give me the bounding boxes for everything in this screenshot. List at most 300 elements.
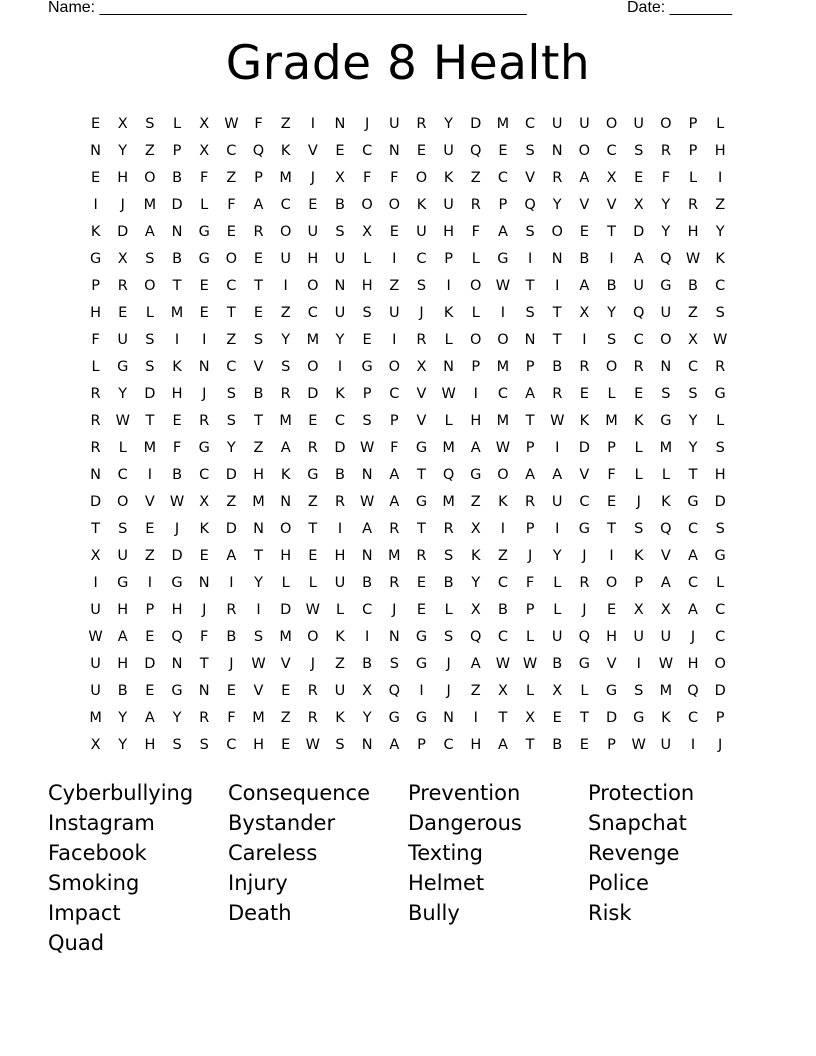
grid-letter: B [443, 574, 454, 591]
grid-letter: Q [524, 196, 536, 213]
grid-letter: U [334, 574, 346, 591]
grid-letter: F [390, 169, 399, 186]
grid-letter: M [143, 439, 157, 456]
grid-letter: Z [226, 493, 237, 510]
grid-letter: O [361, 196, 373, 213]
grid-letter: S [281, 358, 291, 375]
grid-letter: P [688, 115, 698, 132]
grid-letter: D [89, 493, 102, 510]
grid-row [82, 110, 734, 137]
word-list-item: Careless [228, 841, 318, 865]
grid-letter: U [551, 628, 563, 645]
grid-letter: R [552, 385, 563, 402]
grid-letter: L [661, 466, 670, 483]
grid-letter: H [687, 223, 699, 240]
grid-letter: C [633, 331, 644, 348]
grid-letter: O [279, 223, 292, 240]
grid-letter: E [416, 574, 427, 591]
grid-letter: E [579, 385, 589, 402]
grid-letter: R [579, 574, 590, 591]
grid-row [82, 380, 734, 407]
grid-letter: U [90, 601, 101, 618]
grid-letter: E [308, 412, 318, 429]
grid-letter: O [660, 115, 672, 132]
grid-letter: A [280, 439, 291, 456]
grid-letter: G [415, 439, 428, 456]
grid-letter: N [551, 250, 563, 267]
grid-letter: I [93, 196, 98, 213]
grid-letter: K [335, 709, 345, 726]
grid-letter: A [226, 547, 237, 564]
grid-letter: M [279, 169, 292, 186]
grid-letter: G [687, 493, 699, 510]
grid-letter: G [198, 223, 210, 240]
grid-letter: R [199, 709, 210, 726]
grid-letter: W [169, 493, 185, 510]
grid-letter: O [307, 277, 319, 294]
grid-letter: N [253, 520, 264, 537]
grid-letter: S [389, 655, 399, 672]
grid-letter: R [117, 277, 128, 294]
grid-letter: Q [171, 628, 183, 645]
grid-letter: B [226, 628, 237, 645]
grid-letter: W [88, 628, 103, 645]
grid-letter: Z [470, 682, 481, 699]
grid-letter: N [334, 277, 346, 294]
grid-letter: C [715, 601, 726, 618]
grid-letter: W [251, 655, 266, 672]
grid-letter: E [552, 709, 562, 726]
grid-letter: U [633, 277, 645, 294]
grid-letter: D [144, 385, 156, 402]
grid-letter: P [525, 520, 535, 537]
grid-letter: H [470, 736, 482, 753]
grid-letter: Y [118, 142, 128, 159]
grid-letter: I [500, 520, 506, 537]
grid-letter: K [443, 304, 454, 321]
grid-letter: T [172, 277, 182, 294]
grid-letter: A [497, 736, 508, 753]
grid-letter: Y [362, 709, 372, 726]
grid-letter: P [525, 439, 535, 456]
grid-letter: X [579, 304, 590, 321]
grid-letter: S [253, 331, 264, 348]
grid-row [82, 569, 734, 596]
grid-letter: G [497, 250, 509, 267]
grid-letter: E [145, 628, 155, 645]
grid-letter: H [606, 628, 617, 645]
grid-letter: C [117, 466, 128, 483]
grid-letter: D [280, 601, 292, 618]
grid-letter: R [199, 412, 210, 429]
word-list-item: Consequence [228, 781, 371, 805]
word-list-item: Impact [48, 901, 121, 925]
grid-letter: S [444, 547, 454, 564]
grid-letter: J [310, 169, 315, 186]
grid-letter: V [579, 466, 590, 483]
grid-letter: S [634, 520, 644, 537]
grid-letter: X [90, 736, 101, 753]
grid-letter: H [253, 466, 264, 483]
grid-letter: E [199, 304, 209, 321]
grid-letter: W [713, 331, 728, 348]
grid-letter: S [362, 412, 372, 429]
grid-letter: T [688, 466, 698, 483]
grid-row [82, 542, 734, 569]
grid-row [82, 326, 734, 353]
grid-letter: J [202, 601, 207, 618]
grid-letter: E [634, 385, 644, 402]
grid-letter: E [172, 412, 182, 429]
grid-letter: I [229, 574, 234, 591]
grid-letter: C [389, 385, 400, 402]
grid-letter: R [443, 520, 454, 537]
grid-letter: N [198, 682, 210, 699]
grid-letter: Z [470, 493, 481, 510]
grid-letter: M [442, 439, 455, 456]
grid-letter: S [172, 736, 182, 753]
grid-letter: M [279, 628, 292, 645]
header [48, 0, 748, 18]
grid-letter: Y [661, 196, 671, 213]
grid-letter: B [117, 682, 128, 699]
grid-letter: L [173, 115, 182, 132]
grid-letter: G [660, 412, 672, 429]
grid-letter: L [308, 574, 317, 591]
grid-letter: C [687, 520, 699, 537]
grid-letter: E [118, 304, 128, 321]
grid-letter: L [607, 385, 616, 402]
grid-letter: C [416, 250, 427, 267]
grid-letter: Z [389, 277, 400, 294]
grid-letter: C [226, 358, 237, 375]
grid-letter: N [280, 493, 292, 510]
grid-letter: A [525, 466, 536, 483]
grid-letter: I [392, 331, 397, 348]
date-field-label[interactable]: Date: _______ [627, 0, 732, 16]
grid-letter: I [283, 277, 288, 294]
grid-letter: B [362, 574, 373, 591]
grid-letter: W [495, 439, 511, 456]
grid-letter: V [253, 682, 264, 699]
grid-letter: L [471, 250, 480, 267]
grid-letter: R [416, 547, 427, 564]
grid-letter: G [714, 547, 726, 564]
grid-letter: T [498, 709, 508, 726]
grid-letter: T [308, 520, 318, 537]
grid-letter: R [470, 196, 481, 213]
grid-letter: X [606, 169, 617, 186]
grid-letter: G [89, 250, 102, 267]
grid-letter: R [579, 358, 590, 375]
grid-letter: I [473, 709, 478, 726]
grid-letter: L [716, 412, 725, 429]
grid-letter: C [497, 628, 508, 645]
grid-letter: E [416, 142, 427, 159]
grid-letter: W [115, 412, 130, 429]
grid-letter: F [200, 628, 209, 645]
grid-letter: I [500, 304, 506, 321]
grid-letter: N [198, 358, 210, 375]
grid-letter: O [497, 331, 509, 348]
grid-letter: I [690, 736, 696, 753]
grid-letter: U [307, 223, 319, 240]
grid-letter: S [634, 682, 644, 699]
grid-letter: I [473, 385, 478, 402]
grid-letter: M [252, 493, 265, 510]
grid-letter: C [497, 574, 508, 591]
word-list-item: Helmet [408, 871, 485, 895]
grid-letter: X [633, 196, 644, 213]
grid-letter: Z [470, 169, 481, 186]
grid-letter: J [202, 385, 207, 402]
grid-letter: K [199, 520, 209, 537]
grid-letter: Z [280, 304, 291, 321]
grid-letter: X [660, 601, 671, 618]
grid-letter: N [361, 736, 373, 753]
grid-letter: O [551, 223, 563, 240]
grid-letter: C [497, 169, 508, 186]
grid-row [82, 650, 734, 677]
grid-letter: K [90, 223, 101, 240]
grid-letter: H [307, 250, 319, 267]
grid-letter: L [526, 682, 535, 699]
word-list-item: Prevention [408, 781, 521, 805]
grid-letter: S [253, 628, 264, 645]
grid-letter: I [609, 250, 614, 267]
grid-letter: W [441, 385, 456, 402]
grid-letter: S [525, 142, 535, 159]
grid-letter: J [527, 547, 533, 564]
grid-letter: U [660, 736, 672, 753]
grid-letter: I [147, 466, 153, 483]
grid-letter: A [144, 223, 155, 240]
grid-letter: Y [715, 223, 725, 240]
grid-letter: V [416, 385, 427, 402]
grid-letter: U [334, 682, 346, 699]
grid-letter: K [715, 250, 725, 267]
grid-letter: G [171, 574, 183, 591]
grid-letter: R [90, 412, 101, 429]
grid-letter: A [470, 439, 481, 456]
grid-row [82, 137, 734, 164]
grid-letter: M [170, 304, 184, 321]
grid-letter: G [307, 466, 319, 483]
grid-letter: Q [442, 466, 455, 483]
grid-letter: E [389, 223, 399, 240]
grid-letter: C [715, 628, 726, 645]
grid-letter: X [362, 223, 373, 240]
grid-letter: C [687, 709, 699, 726]
grid-letter: I [93, 574, 98, 591]
word-list-item: Revenge [588, 841, 680, 865]
grid-letter: T [607, 520, 616, 537]
grid-letter: H [117, 601, 129, 618]
grid-letter: Z [715, 196, 726, 213]
grid-letter: P [525, 358, 535, 375]
grid-letter: G [578, 520, 591, 537]
grid-letter: K [661, 493, 671, 510]
grid-letter: B [172, 250, 183, 267]
grid-letter: Q [470, 628, 482, 645]
grid-row [82, 434, 734, 461]
grid-row [82, 353, 734, 380]
grid-letter: I [555, 520, 560, 537]
grid-letter: T [254, 547, 263, 564]
grid-letter: W [224, 115, 239, 132]
grid-letter: Y [254, 574, 263, 591]
grid-letter: O [144, 169, 156, 186]
grid-letter: D [578, 439, 590, 456]
grid-letter: Z [253, 439, 264, 456]
grid-letter: P [172, 142, 182, 159]
name-field-label[interactable]: Name: ________________________________________________ [48, 0, 527, 16]
grid-letter: A [389, 736, 400, 753]
grid-letter: L [363, 250, 372, 267]
page-title: Grade 8 Health [225, 36, 591, 91]
grid-letter: O [714, 655, 726, 672]
grid-letter: U [388, 304, 400, 321]
grid-letter: O [388, 196, 400, 213]
grid-letter: E [308, 547, 318, 564]
grid-letter: Z [144, 142, 155, 159]
grid-letter: E [253, 304, 264, 321]
grid-letter: S [715, 439, 725, 456]
grid-letter: X [117, 115, 128, 132]
grid-letter: S [118, 520, 128, 537]
grid-letter: G [198, 439, 210, 456]
grid-letter: B [552, 655, 563, 672]
grid-letter: G [605, 682, 618, 699]
grid-letter: T [417, 520, 426, 537]
grid-letter: Q [687, 682, 699, 699]
grid-letter: L [688, 169, 698, 186]
grid-row [82, 461, 734, 488]
grid-letter: D [605, 709, 618, 726]
grid-letter: T [552, 304, 562, 321]
grid-letter: N [90, 466, 101, 483]
grid-letter: O [605, 115, 618, 132]
grid-letter: H [714, 142, 726, 159]
grid-letter: L [200, 196, 209, 213]
word-list [48, 778, 768, 958]
grid-letter: P [607, 736, 616, 753]
grid-letter: L [634, 439, 643, 456]
grid-letter: U [660, 304, 672, 321]
grid-letter: F [91, 331, 100, 348]
grid-letter: L [91, 358, 100, 375]
grid-letter: L [716, 574, 725, 591]
grid-letter: W [495, 655, 511, 672]
grid-letter: I [365, 628, 370, 645]
word-search-grid [82, 110, 734, 758]
grid-letter: K [280, 142, 291, 159]
grid-letter: L [145, 304, 154, 321]
grid-letter: O [307, 628, 319, 645]
grid-letter: Z [335, 655, 345, 672]
grid-letter: I [337, 358, 343, 375]
grid-letter: S [444, 628, 454, 645]
grid-row [82, 677, 734, 704]
grid-row [82, 272, 734, 299]
grid-letter: P [607, 439, 616, 456]
grid-letter: Z [307, 493, 318, 510]
grid-letter: O [497, 466, 509, 483]
grid-letter: R [389, 574, 400, 591]
grid-letter: I [636, 655, 641, 672]
grid-letter: K [172, 358, 182, 375]
grid-letter: A [525, 385, 536, 402]
grid-letter: K [633, 547, 644, 564]
grid-letter: Y [335, 331, 345, 348]
grid-letter: L [118, 439, 127, 456]
grid-letter: M [496, 358, 510, 375]
grid-letter: B [253, 385, 264, 402]
grid-letter: M [659, 682, 673, 699]
grid-letter: U [117, 547, 129, 564]
grid-letter: C [362, 601, 373, 618]
grid-letter: U [579, 115, 590, 132]
grid-letter: Q [470, 142, 482, 159]
grid-letter: V [579, 196, 590, 213]
grid-letter: L [716, 115, 725, 132]
grid-letter: E [606, 493, 617, 510]
grid-letter: D [714, 682, 726, 699]
grid-letter: C [199, 466, 210, 483]
grid-letter: U [443, 196, 454, 213]
grid-letter: R [660, 142, 671, 159]
grid-letter: A [389, 466, 400, 483]
grid-letter: K [280, 466, 291, 483]
grid-letter: W [550, 412, 565, 429]
grid-letter: O [470, 277, 482, 294]
grid-letter: A [117, 628, 128, 645]
grid-row [82, 515, 734, 542]
grid-letter: G [361, 358, 373, 375]
grid-letter: N [443, 709, 455, 726]
grid-letter: Z [144, 547, 155, 564]
grid-letter: D [633, 223, 645, 240]
grid-letter: N [361, 547, 373, 564]
grid-letter: A [688, 547, 698, 564]
grid-letter: D [171, 547, 183, 564]
grid-letter: C [687, 574, 699, 591]
grid-letter: H [144, 736, 156, 753]
grid-letter: L [335, 601, 345, 618]
grid-letter: E [253, 250, 264, 267]
grid-letter: Y [226, 439, 236, 456]
grid-letter: U [388, 115, 400, 132]
grid-letter: N [334, 115, 346, 132]
grid-letter: X [199, 115, 210, 132]
grid-letter: H [687, 655, 699, 672]
grid-letter: X [362, 682, 373, 699]
grid-letter: N [660, 358, 672, 375]
grid-letter: B [552, 358, 563, 375]
grid-letter: W [631, 736, 646, 753]
grid-letter: C [525, 115, 536, 132]
grid-letter: P [715, 709, 725, 726]
grid-letter: J [446, 682, 451, 699]
grid-row [82, 731, 734, 758]
grid-letter: B [497, 601, 508, 618]
grid-letter: P [444, 250, 453, 267]
word-list-item: Cyberbullying [48, 781, 194, 805]
grid-letter: Y [172, 709, 182, 726]
grid-letter: R [307, 439, 318, 456]
grid-letter: B [172, 466, 183, 483]
grid-letter: K [335, 628, 345, 645]
